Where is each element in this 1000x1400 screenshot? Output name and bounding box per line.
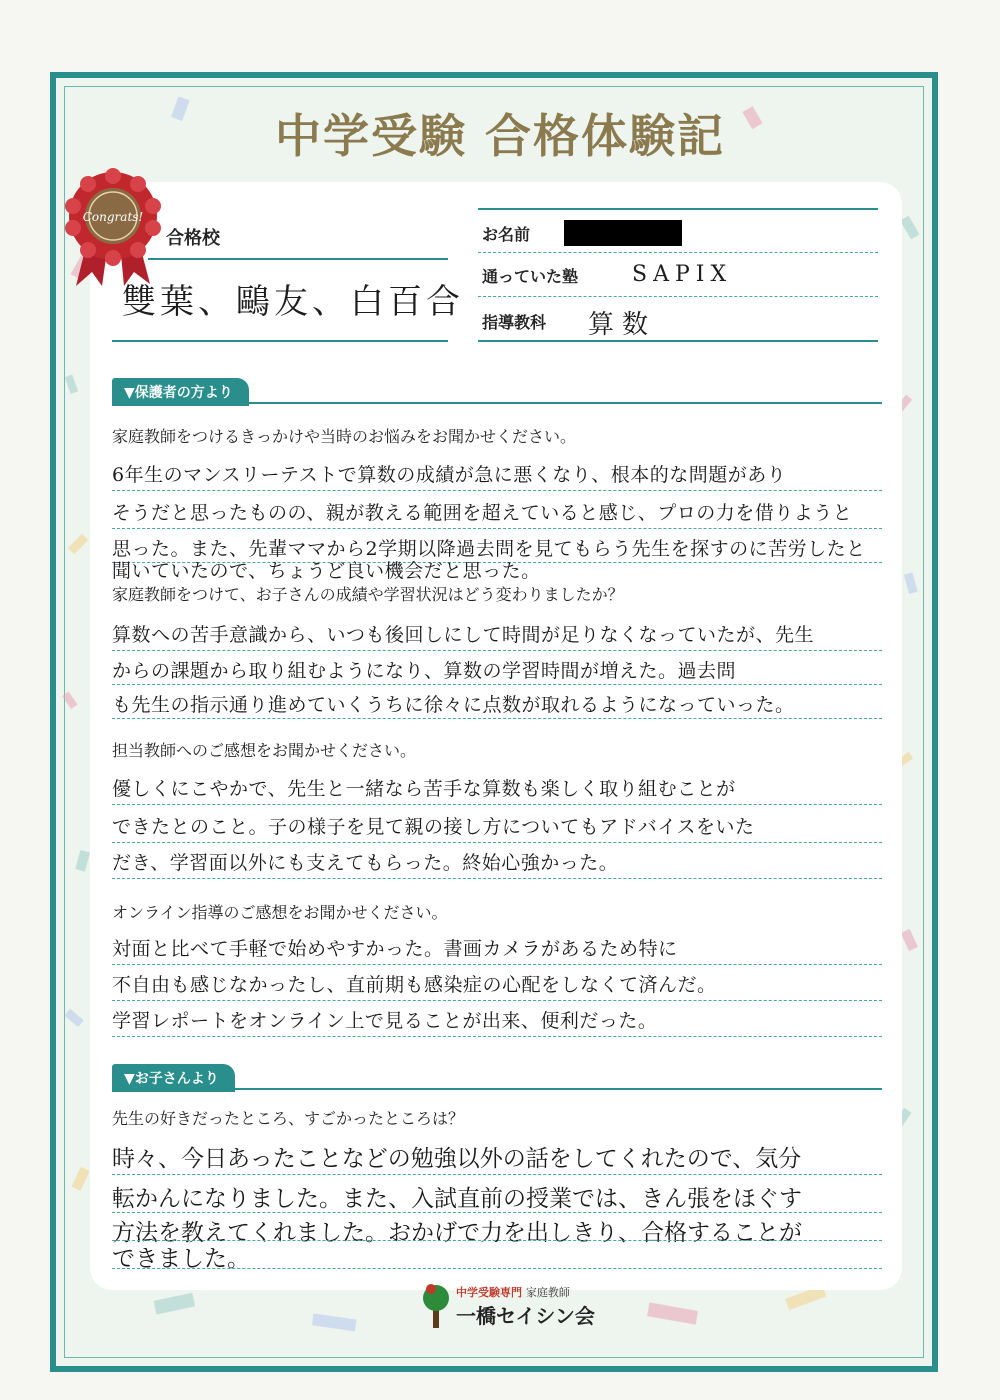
subject-rule <box>478 340 878 342</box>
answer-rule <box>112 528 882 529</box>
answer-rule <box>112 1036 882 1037</box>
answer-1-line-3: 思った。また、先輩ママから2学期以降過去問を見てもらう先生を探すのに苦労したと <box>112 538 866 560</box>
child-section-rule <box>112 1088 882 1090</box>
congrats-rosette-icon <box>58 168 168 288</box>
answer-1-line-4: 聞いていたので、ちょうど良い機会だと思った。 <box>112 560 541 582</box>
subject-value: 算数 <box>588 310 657 340</box>
school-label: 合格校 <box>166 228 220 249</box>
answer-2-line-1: 算数への苦手意識から、いつも後回しにして時間が足りなくなっていたが、先生 <box>112 624 815 646</box>
juku-label: 通っていた塾 <box>482 267 579 286</box>
child-section-tab: ▼お子さんより <box>112 1064 235 1092</box>
name-redaction <box>564 220 682 246</box>
answer-rule <box>112 804 882 805</box>
answer-rule <box>112 1000 882 1001</box>
school-value: 雙葉、鷗友、白百合 <box>122 282 464 322</box>
answer-4-line-3: 学習レポートをオンライン上で見ることが出来、便利だった。 <box>112 1010 658 1032</box>
logo-tagline-sub: 家庭教師 <box>525 1286 570 1299</box>
answer-3-line-2: できたとのこと。子の様子を見て親の接し方についてもアドバイスをいた <box>112 816 755 838</box>
answer-rule <box>112 684 882 685</box>
answer-1-line-1: 6年生のマンスリーテストで算数の成績が急に悪くなり、根本的な問題があり <box>112 464 787 486</box>
answer-4-line-2: 不自由も感じなかったし、直前期も感染症の心配をしなくて済んだ。 <box>112 974 717 996</box>
subject-label: 指導教科 <box>482 313 547 332</box>
parent-question-2: 家庭教師をつけて、お子さんの成績や学習状況はどう変わりましたか？ <box>112 585 624 604</box>
school-label-rule <box>148 258 448 260</box>
answer-rule <box>112 964 882 965</box>
answer-2-line-3: も先生の指示通り進めていくうちに徐々に点数が取れるようになっていった。 <box>112 694 795 716</box>
badge-text: Congrats! <box>82 210 144 224</box>
answer-rule <box>112 878 882 879</box>
logo-name: 一橋セイシン会 <box>456 1304 595 1328</box>
answer-rule <box>112 490 882 491</box>
answer-3-line-1: 優しくにこやかで、先生と一緒なら苦手な算数も楽しく取り組むことが <box>112 778 736 800</box>
company-logo <box>420 1278 595 1334</box>
page-title: 中学受験 合格体験記 <box>274 109 725 163</box>
child-answer-line-1: 時々、今日あったことなどの勉強以外の話をしてくれたので、気分 <box>112 1146 802 1172</box>
name-label: お名前 <box>482 225 531 244</box>
logo-tagline <box>456 1284 570 1300</box>
answer-rule <box>112 1268 882 1269</box>
child-answer-line-4: できました。 <box>112 1246 250 1272</box>
parent-question-4: オンライン指導のご感想をお聞かせください。 <box>112 903 448 922</box>
parent-question-1: 家庭教師をつけるきっかけや当時のお悩みをお聞かせください。 <box>112 427 577 446</box>
child-question: 先生の好きだったところ、すごかったところは？ <box>112 1109 465 1128</box>
parent-section-tab: ▼保護者の方より <box>112 378 249 406</box>
parent-section-rule <box>112 402 882 404</box>
answer-4-line-1: 対面と比べて手軽で始めやすかった。書画カメラがあるため特に <box>112 938 678 960</box>
child-answer-line-3: 方法を教えてくれました。おかげで力を出しきり、合格することが <box>112 1220 802 1246</box>
answer-2-line-2: からの課題から取り組むようになり、算数の学習時間が増えた。過去問 <box>112 660 737 682</box>
school-value-rule <box>112 340 448 342</box>
logo-tagline-red: 中学受験専門 <box>456 1286 522 1299</box>
answer-rule <box>112 1212 882 1213</box>
child-answer-line-2: 転かんになりました。また、入試直前の授業では、きん張をほぐす <box>112 1186 802 1212</box>
answer-rule <box>112 842 882 843</box>
name-rule <box>478 252 878 253</box>
header-top-rule <box>478 208 878 210</box>
answer-rule <box>112 718 882 719</box>
juku-value: SAPIX <box>632 262 733 287</box>
tree-logo-icon <box>420 1280 452 1330</box>
juku-rule <box>478 296 878 297</box>
answer-1-line-2: そうだと思ったものの、親が教える範囲を超えていると感じ、プロの力を借りようと <box>112 502 853 524</box>
answer-rule <box>112 1174 882 1175</box>
answer-3-line-3: だき、学習面以外にも支えてもらった。終始心強かった。 <box>112 852 619 874</box>
parent-question-3: 担当教師へのご感想をお聞かせください。 <box>112 741 417 760</box>
answer-rule <box>112 650 882 651</box>
